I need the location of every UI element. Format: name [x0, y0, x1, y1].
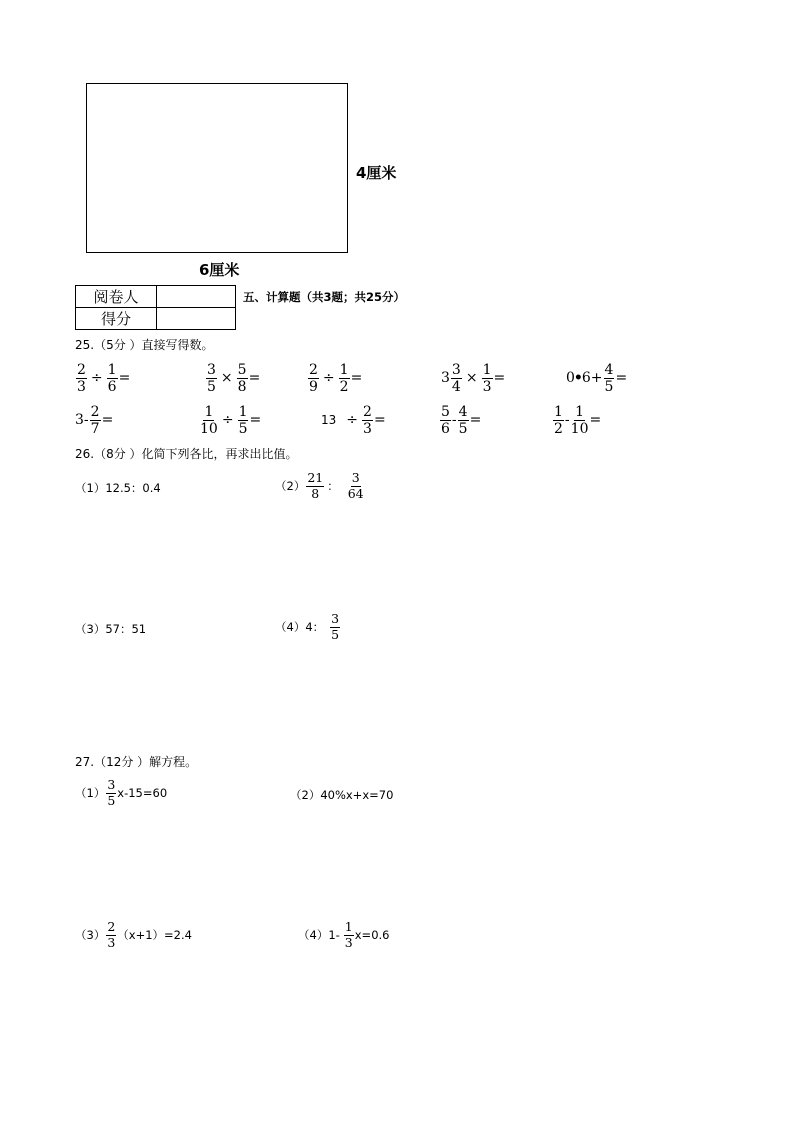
q26-part-4: （4）4： $\frac{3}{5}$ [275, 611, 340, 642]
fraction: $\frac{2}{9}$ [309, 361, 318, 395]
width-label: 6厘米 [199, 261, 240, 279]
fraction: $\frac{21}{8}$ [307, 470, 324, 501]
section-title: 五、计算题（共3题；共25分） [243, 290, 406, 304]
fraction: $\frac{4}{5}$ [458, 403, 468, 437]
q27-part-2: （2）40%x+x=70 [290, 788, 394, 802]
q25-item-8: 13 ÷ $\frac{2}{3}$ = [321, 403, 386, 437]
q25-item-3: $\frac{2}{9}$ ÷ $\frac{1}{2}$ = [309, 361, 363, 395]
q25-item-4: 3 $\frac{3}{4}$ × $\frac{1}{3}$ = [441, 361, 506, 395]
fraction: $\frac{1}{6}$ [107, 361, 117, 395]
fraction: $\frac{2}{3}$ [107, 919, 116, 950]
fraction: $\frac{2}{7}$ [90, 403, 100, 437]
score-field[interactable] [157, 308, 236, 330]
q25-item-7: $\frac{1}{10}$ ÷ $\frac{1}{5}$ = [200, 403, 262, 437]
reviewer-field[interactable] [157, 286, 236, 308]
rectangle-figure [86, 83, 348, 253]
q26-part-3: （3）57：51 [75, 622, 147, 636]
fraction: $\frac{4}{5}$ [604, 361, 614, 395]
fraction: $\frac{3}{4}$ [451, 361, 461, 395]
fraction: $\frac{3}{64}$ [347, 470, 364, 501]
q25-item-1: $\frac{2}{3}$ ÷ $\frac{1}{6}$ = [77, 361, 131, 395]
q26-part-1: （1）12.5：0.4 [75, 481, 161, 495]
q26-header: 26.（8分 ）化简下列各比，再求出比值。 [75, 447, 298, 461]
fraction: $\frac{1}{3}$ [482, 361, 492, 395]
q27-header: 27.（12分 ）解方程。 [75, 755, 198, 769]
q26-part-2: （2） $\frac{21}{8}$ ： $\frac{3}{64}$ [275, 470, 364, 501]
q25-item-6: 3- $\frac{2}{7}$ = [75, 403, 114, 437]
q27-part-1: （1） $\frac{3}{5}$ x-15=60 [75, 777, 168, 808]
q27-part-3: （3） $\frac{2}{3}$ （x+1）=2.4 [75, 919, 192, 950]
fraction: $\frac{5}{8}$ [237, 361, 247, 395]
fraction: $\frac{1}{5}$ [238, 403, 248, 437]
fraction: $\frac{2}{3}$ [77, 361, 86, 395]
fraction: $\frac{5}{6}$ [441, 403, 450, 437]
fraction: $\frac{2}{3}$ [363, 403, 372, 437]
fraction: $\frac{1}{2}$ [339, 361, 349, 395]
reviewer-label: 阅卷人 [76, 286, 157, 308]
fraction: $\frac{1}{2}$ [554, 403, 563, 437]
fraction: $\frac{1}{10}$ [570, 403, 589, 437]
fraction: $\frac{3}{5}$ [331, 611, 340, 642]
q25-item-10: $\frac{1}{2}$ - $\frac{1}{10}$ = [554, 403, 602, 437]
q25-item-9: $\frac{5}{6}$ - $\frac{4}{5}$ = [441, 403, 482, 437]
q27-part-4: （4）1- $\frac{1}{3}$ x=0.6 [298, 919, 390, 950]
q25-header: 25.（5分 ）直接写得数。 [75, 338, 214, 352]
q25-item-5: 0 • 6+ $\frac{4}{5}$ = [566, 361, 628, 395]
q25-item-2: $\frac{3}{5}$ × $\frac{5}{8}$ = [207, 361, 261, 395]
score-table [75, 285, 236, 330]
height-label: 4厘米 [356, 164, 397, 182]
fraction: $\frac{1}{3}$ [344, 919, 353, 950]
fraction: $\frac{1}{10}$ [200, 403, 218, 437]
score-label: 得分 [76, 308, 157, 330]
fraction: $\frac{3}{5}$ [207, 361, 216, 395]
fraction: $\frac{3}{5}$ [107, 777, 116, 808]
